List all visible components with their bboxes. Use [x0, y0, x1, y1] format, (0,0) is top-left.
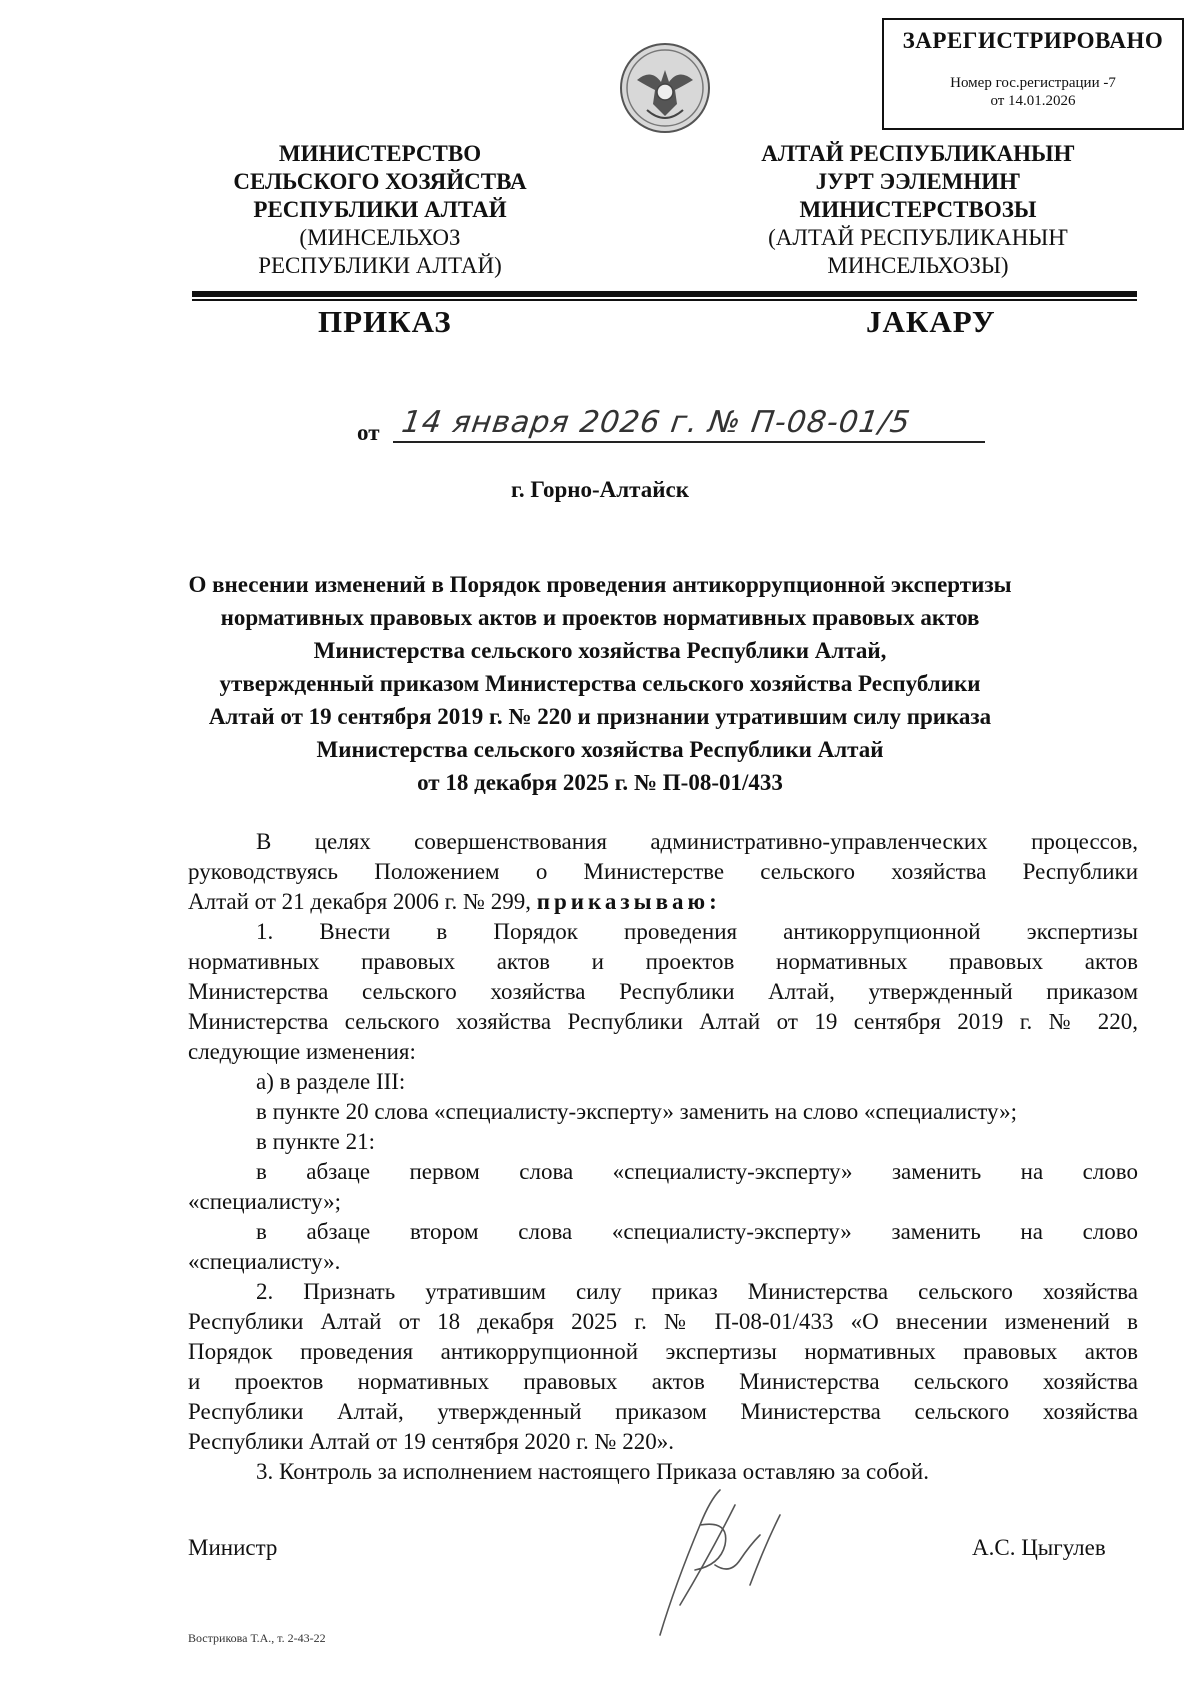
- item-2-line: Порядок проведения антикоррупционной экспертизы нормативных правовых актов: [188, 1339, 1138, 1364]
- date-prefix: от: [357, 420, 380, 445]
- item-1-line: нормативных правовых актов и проектов нормативных правовых актов: [188, 949, 1138, 974]
- city: г. Горно-Алтайск: [511, 477, 689, 502]
- preamble-line: В целях совершенствования административно-управленческих процессов,: [256, 829, 1138, 854]
- header-ru-line: (МИНСЕЛЬХОЗ: [299, 225, 461, 250]
- header-ru-line: РЕСПУБЛИКИ АЛТАЙ: [253, 197, 507, 222]
- header-alt-line: МИНИСТЕРСТВОЗЫ: [799, 197, 1037, 222]
- item-2-line: Республики Алтай, утвержденный приказом Министерства сельского хозяйства: [188, 1399, 1138, 1424]
- item-2-line: 2. Признать утратившим силу приказ Министерства сельского хозяйства: [256, 1279, 1138, 1304]
- subitem-a-line: в абзаце втором слова «специалисту-эксперту» заменить на слово: [256, 1219, 1138, 1244]
- registration-stamp: [882, 18, 1184, 130]
- subitem-a-line: а) в разделе III:: [256, 1069, 406, 1094]
- item-1-line: 1. Внести в Порядок проведения антикоррупционной экспертизы: [256, 919, 1138, 944]
- stamp-reg-number: Номер гос.регистрации -7: [950, 75, 1116, 91]
- preamble-text: Алтай от 21 декабря 2006 г. № 299,: [188, 889, 531, 914]
- ministry-header-ru: [210, 140, 550, 280]
- signatory-name: А.С. Цыгулев: [972, 1535, 1106, 1560]
- executor-footer: Вострикова Т.А., т. 2-43-22: [188, 1631, 326, 1645]
- header-ru-line: МИНИСТЕРСТВО: [278, 141, 482, 166]
- item-2-line: Республики Алтай от 19 сентября 2020 г. № 220».: [188, 1429, 674, 1454]
- title-line: от 18 декабря 2025 г. № П-08-01/433: [417, 770, 783, 795]
- stamp-title: ЗАРЕГИСТРИРОВАНО: [902, 28, 1164, 53]
- item-1-line: Министерства сельского хозяйства Республики Алтай, утвержденный приказом: [188, 979, 1138, 1004]
- date-underline: [393, 441, 985, 443]
- order-title-altai: ЈАКАРУ: [866, 304, 996, 339]
- order-title-ru: ПРИКАЗ: [318, 304, 452, 339]
- header-alt-line: (АЛТАЙ РЕСПУБЛИКАНЫҤ: [768, 225, 1068, 250]
- item-1-line: Министерства сельского хозяйства Республики Алтай от 19 сентября 2019 г. № 220,: [188, 1009, 1138, 1034]
- title-line: Министерства сельского хозяйства Республики Алтай: [316, 737, 884, 762]
- order-verb: приказываю:: [536, 889, 721, 914]
- signatory-role: Министр: [188, 1535, 278, 1560]
- item-2-line: Республики Алтай от 18 декабря 2025 г. № П-08-01/433 «О внесении изменений в: [188, 1309, 1138, 1334]
- title-line: Алтай от 19 сентября 2019 г. № 220 и признании утратившим силу приказа: [208, 704, 992, 729]
- handwritten-date-number: 14 января 2026 г. № П-08-01/5: [399, 405, 913, 440]
- handwritten-signature: [640, 1465, 810, 1645]
- header-divider-thin: [192, 299, 1137, 301]
- preamble-line: руководствуясь Положением о Министерстве сельского хозяйства Республики: [188, 859, 1138, 884]
- document-body: [188, 827, 1138, 1487]
- preamble-line: [188, 887, 1138, 917]
- header-ru-line: СЕЛЬСКОГО ХОЗЯЙСТВА: [233, 169, 527, 194]
- title-line: О внесении изменений в Порядок проведения антикоррупционной экспертизы: [188, 572, 1012, 597]
- subitem-a-line: в пункте 20 слова «специалисту-эксперту» заменить на слово «специалисту»;: [256, 1099, 1018, 1124]
- document-title: [170, 568, 1030, 799]
- title-line: нормативных правовых актов и проектов нормативных правовых актов: [220, 605, 980, 630]
- header-alt-line: АЛТАЙ РЕСПУБЛИКАНЫҤ: [761, 141, 1075, 166]
- stamp-reg-date: от 14.01.2026: [990, 93, 1076, 109]
- item-3-line: 3. Контроль за исполнением настоящего Приказа оставляю за собой.: [256, 1459, 929, 1484]
- title-line: утвержденный приказом Министерства сельского хозяйства Республики: [219, 671, 981, 696]
- header-alt-line: МИНСЕЛЬХОЗЫ): [827, 253, 1009, 278]
- subitem-a-line: «специалисту».: [188, 1249, 341, 1274]
- subitem-a-line: в абзаце первом слова «специалисту-эксперту» заменить на слово: [256, 1159, 1138, 1184]
- header-divider-thick: [192, 291, 1137, 297]
- coat-of-arms-icon: [617, 40, 713, 140]
- ministry-header-altai: [718, 140, 1118, 280]
- header-ru-line: РЕСПУБЛИКИ АЛТАЙ): [258, 253, 502, 278]
- subitem-a-line: «специалисту»;: [188, 1189, 341, 1214]
- header-alt-line: ЈУРТ ЭЭЛЕМНИҤ: [815, 169, 1021, 194]
- item-2-line: и проектов нормативных правовых актов Министерства сельского хозяйства: [188, 1369, 1138, 1394]
- item-1-line: следующие изменения:: [188, 1039, 416, 1064]
- title-line: Министерства сельского хозяйства Республики Алтай,: [313, 638, 887, 663]
- subitem-a-line: в пункте 21:: [256, 1129, 375, 1154]
